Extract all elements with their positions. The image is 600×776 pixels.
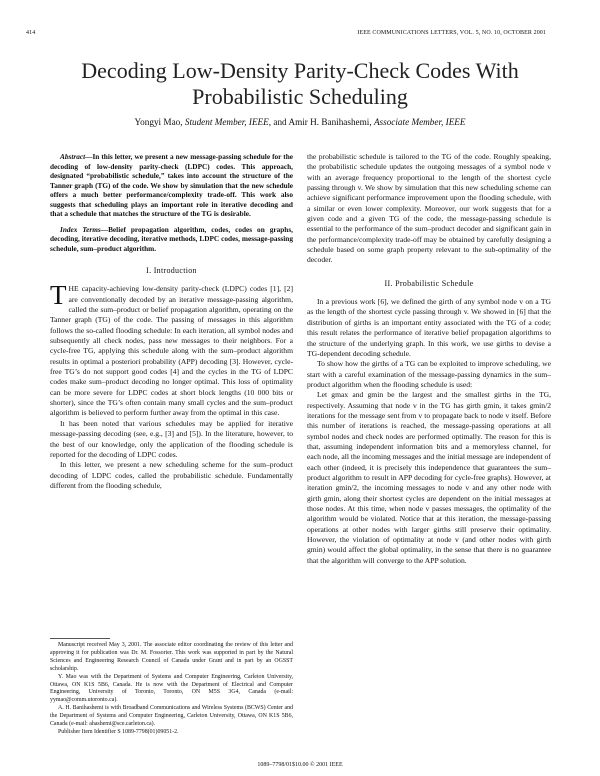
copyright-code: 1089–7798/01$10.00 © 2001 IEEE bbox=[257, 762, 343, 768]
abstract-text: In this letter, we present a new message-passing schedule for the decoding of low-density parity-check (LDPC) codes. This approach, designated “probabilistic schedule,” takes into account the structure of the Tanner graph (TG) of the code. We show by simulation that the new schedule offers a much better performance/complexity trade-off. This work also suggests that scheduling plays an important role in iterative decoding and that a schedule that matches the structure of the TG is desirable. bbox=[50, 152, 293, 218]
author-line bbox=[0, 117, 600, 127]
index-terms-label: Index Terms— bbox=[60, 224, 109, 234]
title-line-1: Decoding Low-Density Parity-Check Codes With bbox=[81, 58, 519, 83]
footnote-received: Manuscript received May 3, 2001. The associate editor coordinating the review of this letter and approving it for publication was Dr. M. Fossorier. This work was supported in part by the Natural Sciences and Engineering Research Council of Canada under Grant and in part by an OGSST scholarship. bbox=[50, 642, 293, 672]
footnote-rule bbox=[50, 638, 110, 639]
author-2-role: Associate Member, IEEE bbox=[373, 117, 466, 127]
page-number: 414 bbox=[26, 30, 36, 36]
section-2-heading: II. Probabilistic Schedule bbox=[384, 278, 474, 288]
intro-continued: the probabilistic schedule is tailored to the TG of the code. Roughly speaking, the probabilistic schedule updates the outgoing messages of a symbol node v with an average frequency proportional to the length of the shortest cycle passing through v. We show by simulation that this new scheduling scheme can achieve significant performance improvement upon the flooding schedule, with a similar or even lower complexity. Moreover, our work suggests that for a given code and a given TG of the code, the message-passing schedule is essential to the performance of the sum–product decoder and significant gain in the performance/complexity trade-off may be obtained by carefully designing a schedule based on some graph property relevant to the sub-optimality of the decoder. bbox=[307, 152, 551, 265]
left-column bbox=[50, 152, 293, 491]
footnote-author-1: Y. Mao was with the Department of Systems and Computer Engineering, Carleton University, Ottawa, ON K1S 5B6, Canada. He is now with the Department of Electrical and Computer Engineering, University of Toronto, Toronto, ON M5S 3G4, Canada (e-mail: yymao@comm.utoronto.ca). bbox=[50, 673, 293, 704]
intro-paragraph-2: It has been noted that various schedules may be applied for iterative message-passing decoding (see, e.g., [3] and [5]). In the literature, however, to the best of our knowledge, only the application of the flooding schedule is reported for the decoding of LDPC codes. bbox=[50, 418, 293, 459]
right-column bbox=[307, 152, 551, 566]
abstract bbox=[50, 152, 293, 219]
index-terms-text: Belief propagation algorithm, codes, codes on graphs, decoding, iterative decoding, iterative methods, LDPC codes, message-passing schedule, sum–product algorithm. bbox=[50, 224, 294, 253]
intro-paragraph-1 bbox=[50, 280, 293, 418]
index-terms bbox=[50, 225, 293, 254]
paper-title bbox=[0, 58, 600, 110]
section-2-paragraph-1: In a previous work [6], we defined the girth of any symbol node v on a TG as the length of the shortest cycle passing through v. We showed in [6] that the distribution of girths is an important entity associated with the TG of a code; this result relates the performance of iterative belief propagation algorithms to the structure of the underlying graph. In this work, we use girths to devise a TG-dependent decoding schedule. bbox=[307, 297, 551, 358]
intro-paragraph-1-text: HE capacity-achieving low-density parity-check (LDPC) codes [1], [2] are conventionally decoded by an iterative message-passing algorithm, called the sum–product or belief propagation algorithm, operating on the Tanner graph (TG) of the code. The passing of messages in this algorithm follows the so-called flooding schedule: In each iteration, all symbol nodes and subsequently all check nodes, pass new messages to their neighbors. For a cycle-free TG, applying this schedule along with the sum–product algorithm results in optimal a posteriori probability (APP) decoding [3]. However, cycle-free TG’s do not support good codes [4] and the cycles in the TG of LDPC codes make sum–product decoding no longer optimal. This loss of optimality can be more severe for LDPC codes at short block lengths (10 000 bits or shorter), since the TG’s often contain many small cycles and the sum–product algorithm is believed to perform further away from the optimal in this case. bbox=[50, 284, 293, 418]
drop-cap: T bbox=[50, 280, 67, 311]
section-2-paragraph-3: Let gmax and gmin be the largest and the smallest girths in the TG, respectively. Assuming that node v in the TG has girth gmin, it takes gmin/2 iterations for the message sent from v to propagate back to node v itself. Before this number of iterations is reached, the message-passing operations at all symbol nodes and check nodes are performed optimally. The reason for this is that, assuming independent information bits and a memoryless channel, for each node, all the incoming messages and the initial message are independent of each other (indeed, it is precisely this independence that guarantees the sum–product algorithm to result in APP decoding for cycle-free graphs). However, at iteration gmin/2, the incoming messages to node v and any other node with girth gmin, along their shortest cycles are dependent on the initial messages at those nodes. At this time, when node v passes messages, the optimality of the algorithm would be violated. Notice that at this iteration, the message-passing operations at other nodes with larger girths still preserve their optimality. However, the violation of optimality at node v (and other nodes with girth gmin) would affect the global optimality, in the sense that there is no guarantee that the algorithm will converge to the APP solution. bbox=[307, 390, 551, 565]
intro-paragraph-3: In this letter, we present a new scheduling scheme for the sum–product decoding of LDPC codes, called the probabilistic schedule. Fundamentally different from the flooding schedule, bbox=[50, 460, 293, 490]
footnote-publisher-id: Publisher Item Identifier S 1089-7798(01)09051-2. bbox=[58, 728, 179, 735]
author-2: and Amir H. Banihashemi, bbox=[273, 117, 372, 127]
section-1-heading: I. Introduction bbox=[146, 266, 197, 275]
journal-citation: IEEE COMMUNICATIONS LETTERS, VOL. 5, NO. 10, OCTOBER 2001 bbox=[357, 30, 546, 36]
author-1-role: Student Member, IEEE, bbox=[184, 117, 272, 127]
footnotes bbox=[50, 642, 293, 737]
abstract-label: Abstract— bbox=[60, 152, 93, 161]
title-line-2: Probabilistic Scheduling bbox=[192, 84, 408, 109]
author-1: Yongyi Mao, bbox=[134, 117, 183, 127]
section-2-paragraph-2: To show how the girths of a TG can be exploited to improve scheduling, we start with a careful examination of the message-passing dynamics in the sum–product algorithm when the flooding schedule is used: bbox=[307, 359, 551, 389]
footnote-author-2: A. H. Banihashemi is with Broadband Communications and Wireless Systems (BCWS) Center and the Department of Systems and Computer Engineering, Carleton University, Ottawa, ON K1S 5B6, Canada (e-mail: ahashemi@sce.carleton.ca). bbox=[50, 705, 293, 728]
